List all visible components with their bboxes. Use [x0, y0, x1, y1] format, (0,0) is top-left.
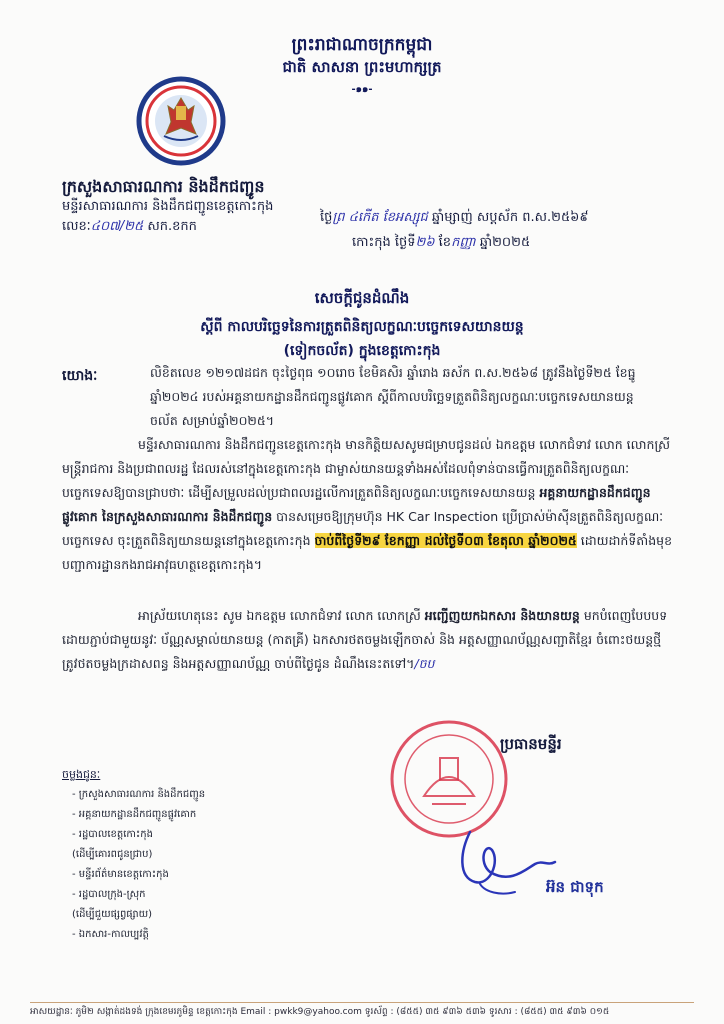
reference-text: លិខិតលេខ ១២១៧ដជក ចុះថ្ងៃពុធ ១០រោច ខែមិគសិរ ឆ្នាំរោង ឆស័ក ព.ស.២៥៦៨ ត្រូវនឹងថ្ងៃទី២៥ ខែធ្នូ ឆ្នាំ២០២៤ របស់អគ្គនាយកដ្ឋានដឹកជញ្ជូនផ្លូវគោក ស្តីពីកាលបរិច្ឆេទត្រួតពិនិត្យលក្ខណៈបច្ចេកទេសយានយន្តចល័ត សម្រាប់ឆ្នាំ២០២៥។	[150, 365, 636, 428]
ref-handwritten-number: ៤០៧/២៥	[90, 219, 144, 234]
department-name: មន្ទីរសាធារណការ និងដឹកជញ្ជូនខេត្តកោះកុង	[62, 199, 274, 214]
request-text: អាស្រ័យហេតុនេះ សូម ឯកឧត្តម លោកជំទាវ លោក លោកស្រី	[138, 608, 421, 623]
announcement-bold: អគ្គនាយកដ្ឋានដឹកជញ្ជូនផ្លូវគោក នៃក្រសួងសាធារណការ និងដឹកជញ្ជូន	[62, 485, 651, 524]
body-paragraph-announcement	[62, 433, 672, 577]
solar-month-handwritten: កញ្ញា	[451, 235, 476, 250]
reference-number	[62, 218, 197, 237]
solar-year: ឆ្នាំ២០២៥	[479, 235, 531, 250]
body-paragraph-request	[62, 604, 672, 676]
announcement-text-2: បានសម្រេចឱ្យក្រុមហ៊ុន HK Car Inspection ប្រើប្រាស់ម៉ាស៊ីនត្រួតពិនិត្យលក្ខណៈបច្ចេកទេស ចុះត្រួតពិនិត្យយានយន្តនៅក្នុងខេត្តកោះកុង	[62, 509, 664, 548]
lunar-rest: ឆ្នាំម្សាញ់ សប្តស័ក ព.ស.២៥៦៩	[431, 210, 589, 225]
motto-heading: ជាតិ សាសនា ព្រះមហាក្សត្រ	[282, 58, 442, 76]
ornament: -๑๑-	[351, 84, 373, 95]
request-bold: អញ្ជើញយកឯកសារ និងយានយន្ត	[424, 608, 580, 623]
cc-item: - រដ្ឋបាលក្រុង-ស្រុក	[72, 889, 146, 900]
lunar-prefix: ថ្ងៃ	[320, 210, 333, 225]
cc-item: - ក្រសួងសាធារណការ និងដឹកជញ្ជូន	[72, 789, 206, 800]
notice-title: សេចក្តីជូនដំណឹង	[314, 289, 410, 307]
cc-item: (ដើម្បីគោរពជូនជ្រាប)	[72, 849, 153, 860]
ref-suffix: សក.ខកក	[147, 219, 197, 234]
notice-subject: ស្តីពី កាលបរិច្ឆេទនៃការត្រួតពិនិត្យលក្ខណៈបច្ចេកទេសយានយន្ត	[200, 319, 524, 335]
inspection-date-highlight: ចាប់ពីថ្ងៃទី២៩ ខែកញ្ញា ដល់ថ្ងៃទី០៣ ខែតុលា ឆ្នាំ២០២៥	[314, 533, 577, 548]
cc-item: - ឯកសារ-កាលប្បវត្តិ	[72, 929, 149, 940]
footer-divider	[30, 1002, 694, 1003]
ref-prefix: លេខៈ	[62, 219, 91, 234]
ministry-name: ក្រសួងសាធារណការ និងដឹកជញ្ជូន	[62, 177, 265, 196]
lunar-handwritten: ព្រ ៤កើត ខែអស្សុជ	[332, 210, 428, 225]
solar-day-handwritten: ២៦	[415, 235, 435, 250]
reference-label: យោងៈ	[62, 368, 98, 384]
ministry-logo	[136, 76, 226, 166]
signatory-title: ប្រធានមន្ទីរ	[500, 735, 562, 753]
signatory-name: អ៊ន ជាទុក	[546, 878, 604, 896]
announcement-text: មន្ទីរសាធារណការ និងដឹកជញ្ជូនខេត្តកោះកុង មានកិត្តិយសសូមជម្រាបជូនដល់ ឯកឧត្តម លោកជំទាវ លោក លោកស្រី មន្ត្រីរាជការ និងប្រជាពលរដ្ឋ ដែលរស់នៅក្នុងខេត្តកោះកុង ជាម្ចាស់យានយន្តទាំងអស់ដែលពុំទាន់បានធ្វើការត្រួតពិនិត្យលក្ខណៈបច្ចេកទេសឱ្យបានជ្រាបថាៈ ដើម្បីសម្រួលដល់ប្រជាពលរដ្ឋលើការត្រួតពិនិត្យលក្ខណៈបច្ចេកទេសយានយន្ត	[62, 437, 671, 500]
footer-contact: អាសយដ្ឋានៈ ភូមិ២ សង្កាត់ដងទង់ ក្រុងខេមរភូមិន្ទ ខេត្តកោះកុង Email : pwkk9@yahoo.com ទូរស័ព្ទ : (៨៥៥) ៣៥ ៩៣៦ ៥៣៦ ទូរសារ : (៨៥៥) ៣៥ ៩៣៦ ០១៥	[30, 1007, 610, 1017]
kingdom-heading: ព្រះរាជាណាចក្រកម្ពុជា	[291, 35, 433, 55]
solar-date	[352, 234, 530, 253]
cc-item: - រដ្ឋបាលខេត្តកោះកុង	[72, 829, 154, 840]
notice-subject-line2: (ទៀកចល័ត) ក្នុងខេត្តកោះកុង	[283, 343, 441, 359]
handwritten-mark: /ចប	[414, 656, 435, 671]
announcement-location: ដោយដាក់ទីតាំងមុខបញ្ជាការដ្ឋានកងរាជអាវុធហត្ថខេត្តកោះកុង។	[62, 533, 672, 572]
cc-title: ចម្លងជូនៈ	[62, 768, 101, 781]
lunar-date	[320, 209, 589, 228]
request-text-2: មកបំពេញបែបបទ ដោយភ្ជាប់ជាមួយនូវៈ ប័ណ្ណសម្គាល់យានយន្ត (កាតគ្រី) ឯកសារថតចម្លងឡើកចាស់ និង អត្តសញ្ញាណប័ណ្ណសញ្ជាតិខ្មែរ ចំពោះថយន្តថ្មីត្រូវថតចម្លងក្រដាសពន្ធ និងអត្តសញ្ញាណប័ណ្ណ ចាប់ពីថ្ងៃជូន ដំណឹងនេះតទៅ។	[62, 608, 668, 671]
cc-item: (ដើម្បីជួយផ្សព្វផ្សាយ)	[72, 909, 153, 920]
cc-item: - អគ្គនាយកដ្ឋានដឹកជញ្ជូនផ្លូវគោក	[72, 809, 197, 820]
cc-item: - មន្ទីរព័ត៌មានខេត្តកោះកុង	[72, 869, 169, 880]
solar-prefix: កោះកុង ថ្ងៃទី	[352, 235, 416, 250]
solar-month-label: ខែ	[438, 235, 452, 250]
